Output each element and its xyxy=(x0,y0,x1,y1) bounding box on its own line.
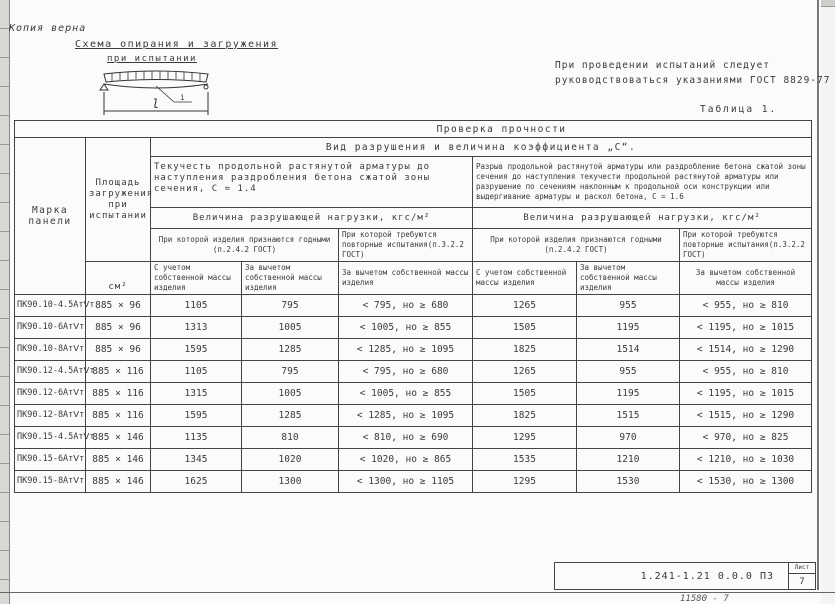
g1-retest-range: < 795, но ≥ 680 xyxy=(339,361,473,383)
panel-mark: ПК90.12-8АтⅤт xyxy=(15,405,86,427)
loading-scheme-diagram xyxy=(96,68,216,118)
g1-load-minus-mass: 1005 xyxy=(242,317,339,339)
table-row xyxy=(15,471,812,493)
panel-mark: ПК90.12-4.5АтⅤт xyxy=(15,361,86,383)
g2-load-with-mass: 1825 xyxy=(473,339,577,361)
panel-mark: ПК90.12-6АтⅤт xyxy=(15,383,86,405)
header-loading-area: Площадь загружения при испытании xyxy=(86,138,151,262)
loading-area: 885 × 116 xyxy=(86,361,151,383)
g2-load-minus-mass: 955 xyxy=(577,361,680,383)
title-block xyxy=(554,562,816,590)
g1-retest-range: < 1285, но ≥ 1095 xyxy=(339,405,473,427)
g1-load-minus-mass: 795 xyxy=(242,295,339,317)
g2-retest-range: < 1195, но ≥ 1015 xyxy=(680,317,812,339)
sheet-label: Лист xyxy=(789,563,815,574)
g1-retest-range: < 1285, но ≥ 1095 xyxy=(339,339,473,361)
failure-mode-1: Текучесть продольной растянутой арматуры до наступления раздробления бетона сжатой зоны сечения, С = 1.4 xyxy=(151,157,473,208)
scheme-subtitle: при испытании xyxy=(107,54,197,64)
g1-load-minus-mass: 795 xyxy=(242,361,339,383)
loading-area: 885 × 146 xyxy=(86,449,151,471)
g1-retest-range: < 1300, но ≥ 1105 xyxy=(339,471,473,493)
table-subtitle: Вид разрушения и величина коэффициента „С“. xyxy=(151,138,812,157)
g2-load-minus-mass: 1195 xyxy=(577,317,680,339)
table-row xyxy=(15,339,812,361)
minus-own-mass-g2: За вычетом собственной массы изделия xyxy=(577,262,680,295)
loading-area: 885 × 146 xyxy=(86,471,151,493)
g1-load-with-mass: 1595 xyxy=(151,405,242,427)
table-row xyxy=(15,383,812,405)
document-code: 1.241-1.21 0.0.0 ПЗ xyxy=(640,570,774,582)
g2-load-minus-mass: 1210 xyxy=(577,449,680,471)
g1-retest-range: < 795, но ≥ 680 xyxy=(339,295,473,317)
panel-mark: ПК90.15-6АтⅤт xyxy=(15,449,86,471)
loading-area: 885 × 96 xyxy=(86,295,151,317)
loading-area: 885 × 96 xyxy=(86,339,151,361)
g2-load-with-mass: 1535 xyxy=(473,449,577,471)
g1-load-minus-mass: 810 xyxy=(242,427,339,449)
retest-header-group1: При которой требуются повторные испытания(п.3.2.2 ГОСТ) xyxy=(339,229,473,262)
area-unit: см² xyxy=(86,262,151,295)
g2-load-with-mass: 1505 xyxy=(473,317,577,339)
g1-retest-range: < 810, но ≥ 690 xyxy=(339,427,473,449)
g2-retest-range: < 1195, но ≥ 1015 xyxy=(680,383,812,405)
failure-mode-2: Разрыв продольной растянутой арматуры или раздробление бетона сжатой зоны сечения до наступления текучести продольной растянутой арматуры или разрушение по сечениям наклонным к продольной оси конструкции или выдергивание арматуры и раскол бетона, С = 1.6 xyxy=(473,157,812,208)
frame-border-right xyxy=(817,0,819,590)
g1-load-with-mass: 1135 xyxy=(151,427,242,449)
retest-minus-mass-g2: За вычетом собственной массы изделия xyxy=(680,262,812,295)
g1-load-with-mass: 1105 xyxy=(151,295,242,317)
table-title: Проверка прочности xyxy=(15,121,812,138)
table-row xyxy=(15,427,812,449)
g2-retest-range: < 955, но ≥ 810 xyxy=(680,295,812,317)
g1-load-minus-mass: 1020 xyxy=(242,449,339,471)
g2-load-minus-mass: 1515 xyxy=(577,405,680,427)
g1-retest-range: < 1005, но ≥ 855 xyxy=(339,317,473,339)
span-label: l xyxy=(152,97,160,111)
g1-load-with-mass: 1105 xyxy=(151,361,242,383)
g2-retest-range: < 970, но ≥ 825 xyxy=(680,427,812,449)
panel-mark: ПК90.10-8АтⅤт xyxy=(15,339,86,361)
g1-load-with-mass: 1313 xyxy=(151,317,242,339)
loading-area: 885 × 116 xyxy=(86,383,151,405)
table-row xyxy=(15,449,812,471)
load-point-label: i xyxy=(180,93,185,102)
header-panel-mark: Марка панели xyxy=(15,138,86,295)
with-own-mass-g1: С учетом собственной массы изделия xyxy=(151,262,242,295)
g2-load-minus-mass: 955 xyxy=(577,295,680,317)
g1-retest-range: < 1020, но ≥ 865 xyxy=(339,449,473,471)
g2-retest-range: < 1514, но ≥ 1290 xyxy=(680,339,812,361)
g1-load-with-mass: 1315 xyxy=(151,383,242,405)
table-row xyxy=(15,317,812,339)
roller-support-icon xyxy=(204,85,208,89)
retest-minus-mass-g1: За вычетом собственной массы изделия xyxy=(339,262,473,295)
g1-load-minus-mass: 1005 xyxy=(242,383,339,405)
table-row xyxy=(15,361,812,383)
g1-retest-range: < 1005, но ≥ 855 xyxy=(339,383,473,405)
note-line-1: При проведении испытаний следует xyxy=(555,60,771,71)
copy-certification-mark: Копия верна xyxy=(9,23,87,34)
retest-header-group2: При которой требуются повторные испытания(п.3.2.2 ГОСТ) xyxy=(680,229,812,262)
testing-note xyxy=(555,58,831,88)
accepted-header-group2: При которой изделия признаются годными (п.2.4.2 ГОСТ) xyxy=(473,229,680,262)
load-header-group2: Величина разрушающей нагрузки, кгс/м² xyxy=(473,208,812,229)
handwritten-archive-number: 11580 - 7 xyxy=(680,594,729,604)
table-row xyxy=(15,405,812,427)
loading-area: 885 × 146 xyxy=(86,427,151,449)
g2-load-with-mass: 1505 xyxy=(473,383,577,405)
g2-retest-range: < 1210, но ≥ 1030 xyxy=(680,449,812,471)
g1-load-minus-mass: 1285 xyxy=(242,405,339,427)
scheme-title: Схема опирания и загружения xyxy=(75,39,279,50)
g2-load-minus-mass: 970 xyxy=(577,427,680,449)
g2-retest-range: < 955, но ≥ 810 xyxy=(680,361,812,383)
panel-mark: ПК90.15-8АтⅤт xyxy=(15,471,86,493)
g2-load-minus-mass: 1514 xyxy=(577,339,680,361)
binding-strip xyxy=(0,0,10,604)
loading-area: 885 × 96 xyxy=(86,317,151,339)
g1-load-minus-mass: 1285 xyxy=(242,339,339,361)
minus-own-mass-g1: За вычетом собственной массы изделия xyxy=(242,262,339,295)
g2-load-minus-mass: 1195 xyxy=(577,383,680,405)
g2-retest-range: < 1515, но ≥ 1290 xyxy=(680,405,812,427)
g1-load-with-mass: 1595 xyxy=(151,339,242,361)
note-line-2: руководствоваться указаниями ГОСТ 8829-77 xyxy=(555,75,831,86)
frame-bottom-line xyxy=(0,592,835,593)
load-header-group1: Величина разрушающей нагрузки, кгс/м² xyxy=(151,208,473,229)
sheet-number: 7 xyxy=(799,576,805,587)
g2-load-with-mass: 1295 xyxy=(473,427,577,449)
g2-load-with-mass: 1265 xyxy=(473,361,577,383)
table-number: Таблица 1. xyxy=(700,104,778,115)
loading-area: 885 × 116 xyxy=(86,405,151,427)
panel-mark: ПК90.10-6АтⅤт xyxy=(15,317,86,339)
panel-mark: ПК90.15-4.5АтⅤт xyxy=(15,427,86,449)
g2-load-with-mass: 1265 xyxy=(473,295,577,317)
g2-load-with-mass: 1295 xyxy=(473,471,577,493)
accepted-header-group1: При которой изделия признаются годными (п.2.4.2 ГОСТ) xyxy=(151,229,339,262)
panel-mark: ПК90.10-4.5АтⅤт xyxy=(15,295,86,317)
strength-check-table xyxy=(14,120,812,493)
g2-load-minus-mass: 1530 xyxy=(577,471,680,493)
sheet-box xyxy=(788,563,815,589)
g2-load-with-mass: 1825 xyxy=(473,405,577,427)
g1-load-with-mass: 1625 xyxy=(151,471,242,493)
with-own-mass-g2: С учетом собственной массы изделия xyxy=(473,262,577,295)
table-row xyxy=(15,295,812,317)
g2-retest-range: < 1530, но ≥ 1300 xyxy=(680,471,812,493)
g1-load-with-mass: 1345 xyxy=(151,449,242,471)
g1-load-minus-mass: 1300 xyxy=(242,471,339,493)
